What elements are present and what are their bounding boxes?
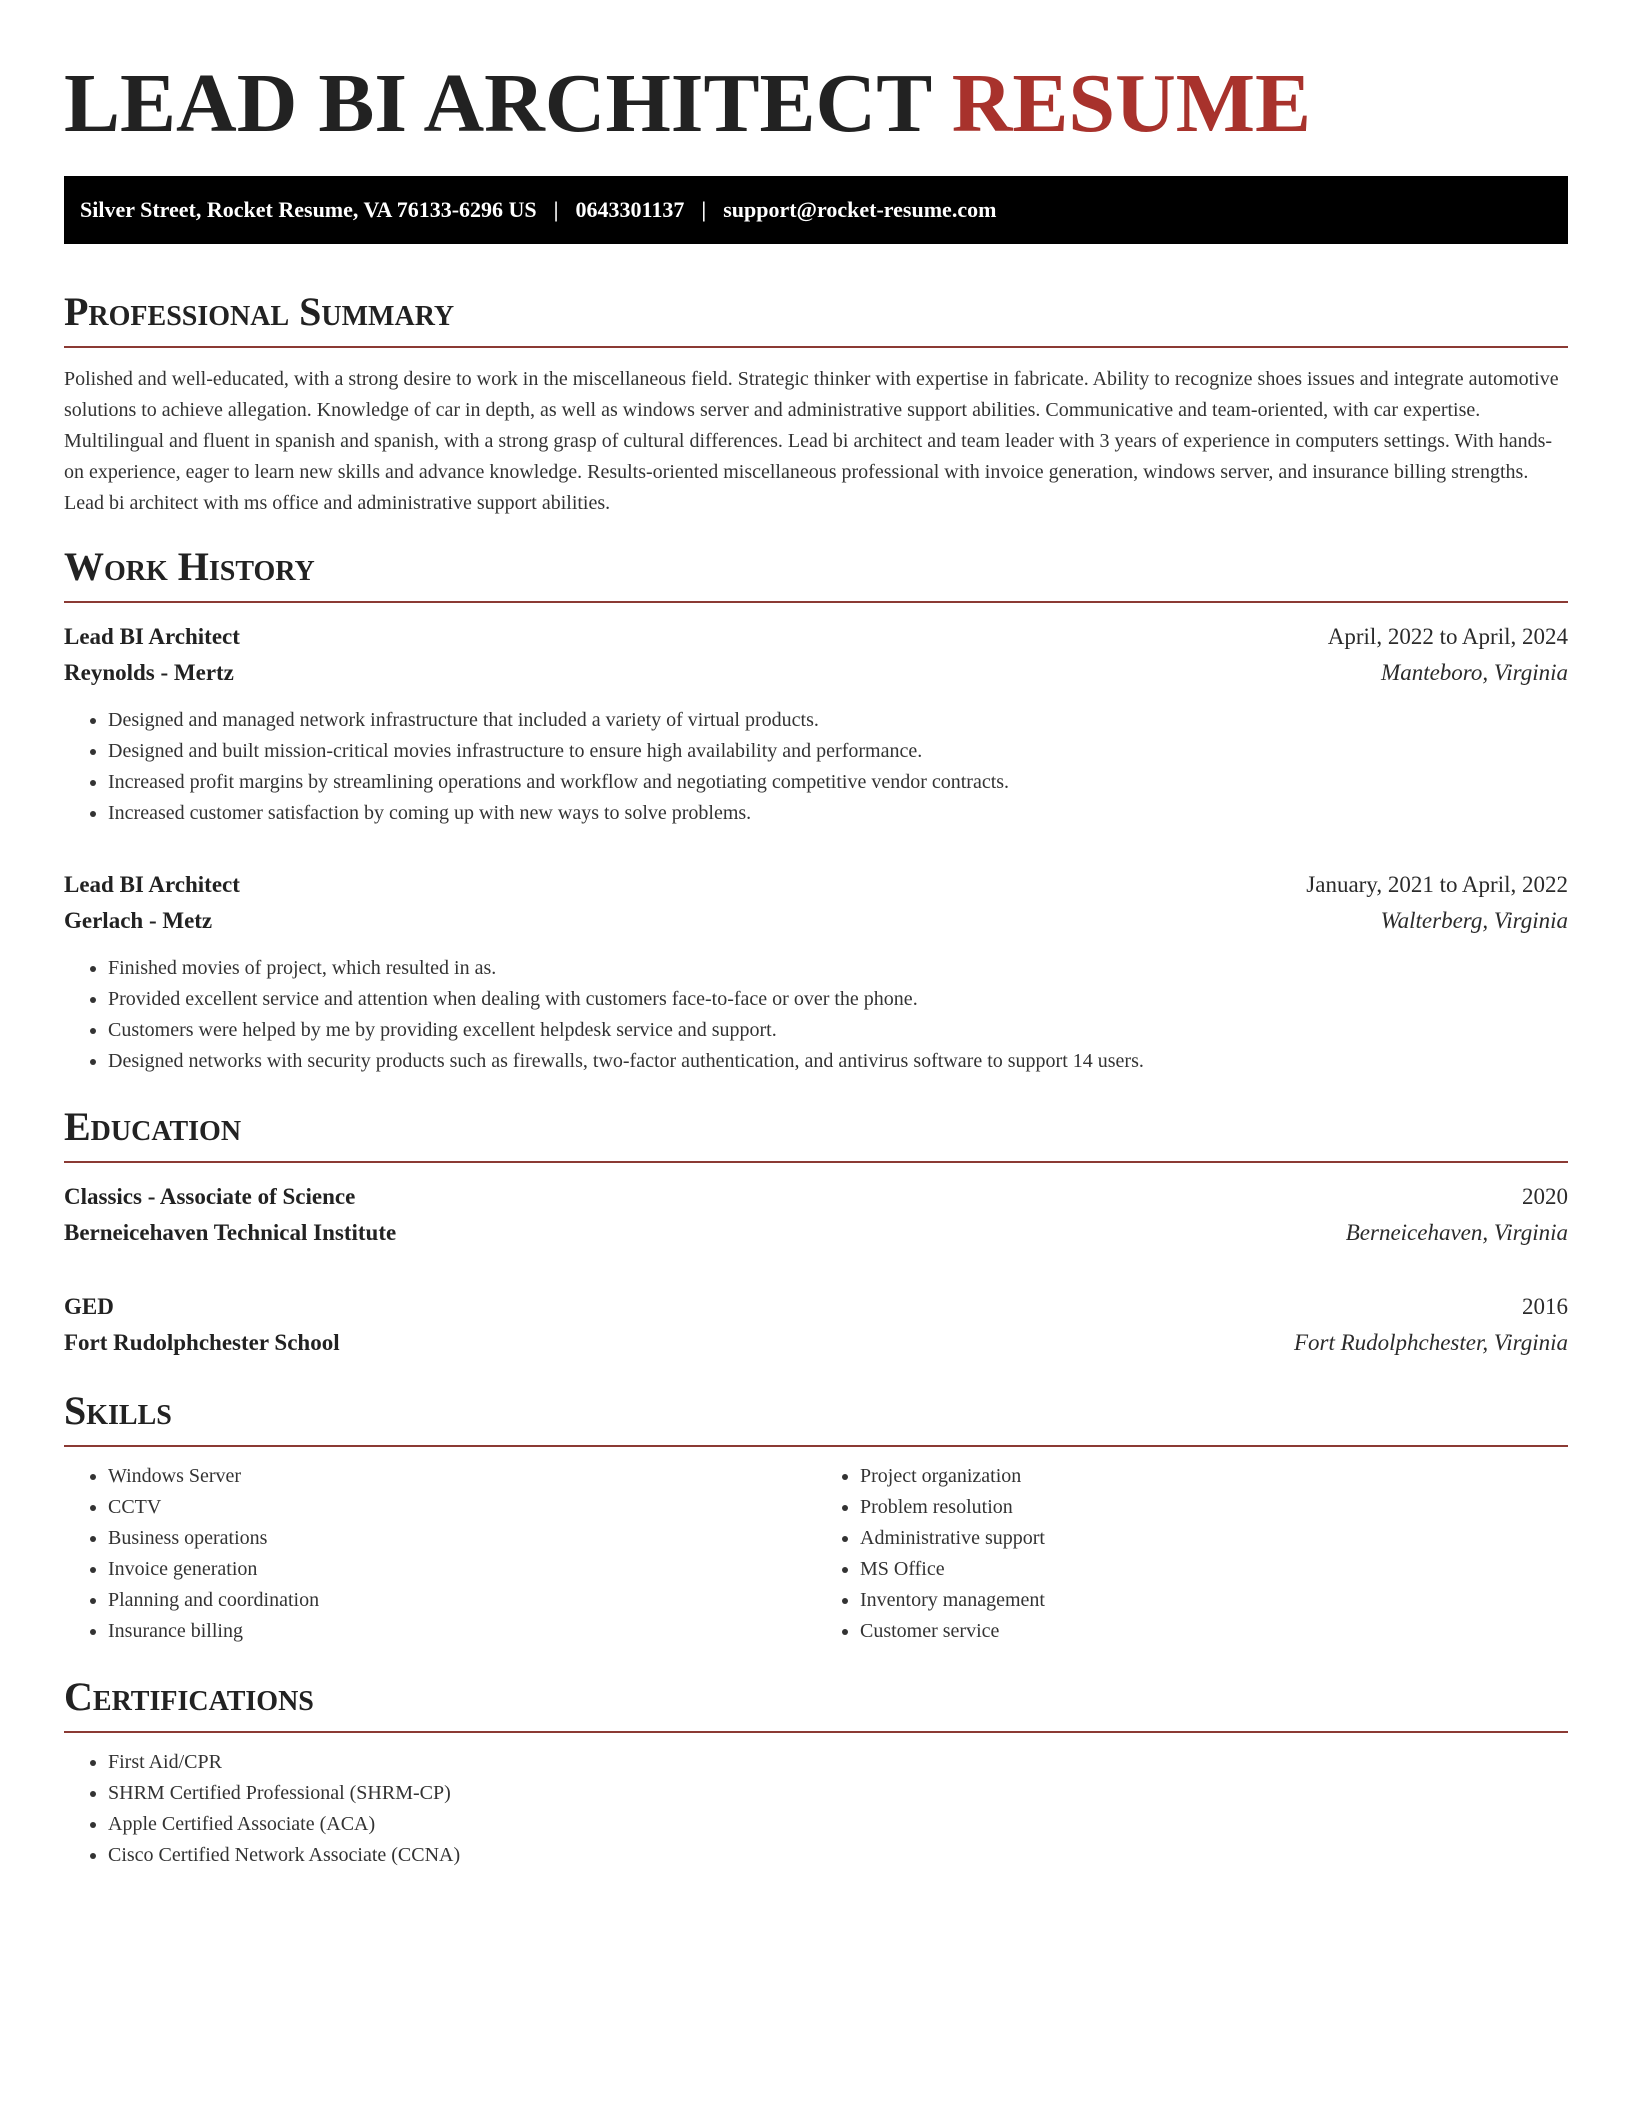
certification-item: • SHRM Certified Professional (SHRM-CP) <box>108 1778 1568 1809</box>
summary-text: Polished and well-educated, with a strong desire to work in the miscellaneous field. Strategic thinker with expertise in fabricate. Ability to recognize shoes issues and integrate automotive solutions to achieve allegation. Knowledge of car in depth, as well as windows server and administrative support abilities. Communicative and team-oriented, with car expertise. Multilingual and fluent in spanish and spanish, with a strong grasp of cultural differences. Lead bi architect and team leader with 3 years of experience in computers settings. With hands-on experience, eager to learn new skills and advance knowledge. Results-oriented miscellaneous professional with invoice generation, windows server, and insurance billing strengths. Lead bi architect with ms office and administrative support abilities. <box>64 368 1559 514</box>
job-bullets <box>64 705 1568 829</box>
job-title: Lead BI Architect <box>64 872 240 897</box>
education-degree-row <box>64 1179 1568 1215</box>
skill-item: • Windows Server <box>108 1461 816 1492</box>
contact-separator: | <box>701 197 707 222</box>
resume-title <box>64 56 1568 152</box>
contact-separator: | <box>553 197 559 222</box>
job-title: Lead BI Architect <box>64 624 240 649</box>
skills-list-left <box>64 1461 816 1647</box>
title-main: LEAD BI ARCHITECT <box>64 57 931 150</box>
section-heading-skills: Skills <box>64 1387 1568 1447</box>
job-company: Gerlach - Metz <box>64 908 213 933</box>
education-school: Fort Rudolphchester School <box>64 1330 340 1355</box>
skill-item: • Inventory management <box>860 1585 1568 1616</box>
skill-item: • CCTV <box>108 1492 816 1523</box>
education-location: Fort Rudolphchester, Virginia <box>1293 1330 1568 1355</box>
job-bullet: • Designed and built mission-critical movies infrastructure to ensure high availability and performance. <box>108 736 1568 767</box>
section-heading-summary: Professional Summary <box>64 288 1568 348</box>
contact-email[interactable]: support@rocket-resume.com <box>723 197 997 222</box>
skill-item: • Business operations <box>108 1523 816 1554</box>
education-school-row <box>64 1325 1568 1361</box>
skill-item: • Administrative support <box>860 1523 1568 1554</box>
skill-item: • MS Office <box>860 1554 1568 1585</box>
certification-item: • Cisco Certified Network Associate (CCNA) <box>108 1840 1568 1871</box>
education-degree: Classics - Associate of Science <box>64 1184 356 1209</box>
skill-item: • Insurance billing <box>108 1616 816 1647</box>
section-heading-work-history: Work History <box>64 543 1568 603</box>
certification-item: • First Aid/CPR <box>108 1747 1568 1778</box>
job-bullet: • Provided excellent service and attention when dealing with customers face-to-face or over the phone. <box>108 984 1568 1015</box>
job-bullet: • Customers were helped by me by providing excellent helpdesk service and support. <box>108 1015 1568 1046</box>
job-bullets <box>64 953 1568 1077</box>
job-title-row <box>64 619 1568 655</box>
education-school: Berneicehaven Technical Institute <box>64 1220 397 1245</box>
skill-item: • Customer service <box>860 1616 1568 1647</box>
job-company-row <box>64 655 1568 691</box>
job-location: Walterberg, Virginia <box>1380 908 1568 933</box>
job-dates: April, 2022 to April, 2024 <box>1327 624 1568 649</box>
job-bullet: • Designed networks with security products such as firewalls, two-factor authentication, and antivirus software to support 14 users. <box>108 1046 1568 1077</box>
skill-item: • Project organization <box>860 1461 1568 1492</box>
education-entry <box>64 1179 1568 1251</box>
skill-item: • Problem resolution <box>860 1492 1568 1523</box>
job-entry <box>64 867 1568 1077</box>
job-bullet: • Increased profit margins by streamlining operations and workflow and negotiating competitive vendor contracts. <box>108 767 1568 798</box>
education-degree: GED <box>64 1294 114 1319</box>
skill-item: • Invoice generation <box>108 1554 816 1585</box>
education-year: 2016 <box>1522 1294 1568 1319</box>
contact-phone: 0643301137 <box>575 197 685 222</box>
education-degree-row <box>64 1289 1568 1325</box>
contact-address: Silver Street, Rocket Resume, VA 76133-6296 US <box>80 197 537 222</box>
skill-item: • Planning and coordination <box>108 1585 816 1616</box>
job-company: Reynolds - Mertz <box>64 660 234 685</box>
job-bullet: • Increased customer satisfaction by coming up with new ways to solve problems. <box>108 798 1568 829</box>
job-entry <box>64 619 1568 829</box>
education-school-row <box>64 1215 1568 1251</box>
certifications-list <box>64 1747 1568 1871</box>
job-bullet: • Designed and managed network infrastructure that included a variety of virtual products. <box>108 705 1568 736</box>
section-heading-certifications: Certifications <box>64 1673 1568 1733</box>
skills-grid <box>64 1461 1568 1647</box>
title-accent: RESUME <box>951 57 1312 150</box>
section-heading-education: Education <box>64 1103 1568 1163</box>
education-year: 2020 <box>1522 1184 1568 1209</box>
certification-item: • Apple Certified Associate (ACA) <box>108 1809 1568 1840</box>
job-bullet: • Finished movies of project, which resulted in as. <box>108 953 1568 984</box>
skills-list-right <box>816 1461 1568 1647</box>
job-title-row <box>64 867 1568 903</box>
job-company-row <box>64 903 1568 939</box>
job-dates: January, 2021 to April, 2022 <box>1306 872 1568 897</box>
job-location: Manteboro, Virginia <box>1381 660 1568 685</box>
education-entry <box>64 1289 1568 1361</box>
contact-bar <box>64 176 1568 244</box>
education-location: Berneicehaven, Virginia <box>1345 1220 1568 1245</box>
